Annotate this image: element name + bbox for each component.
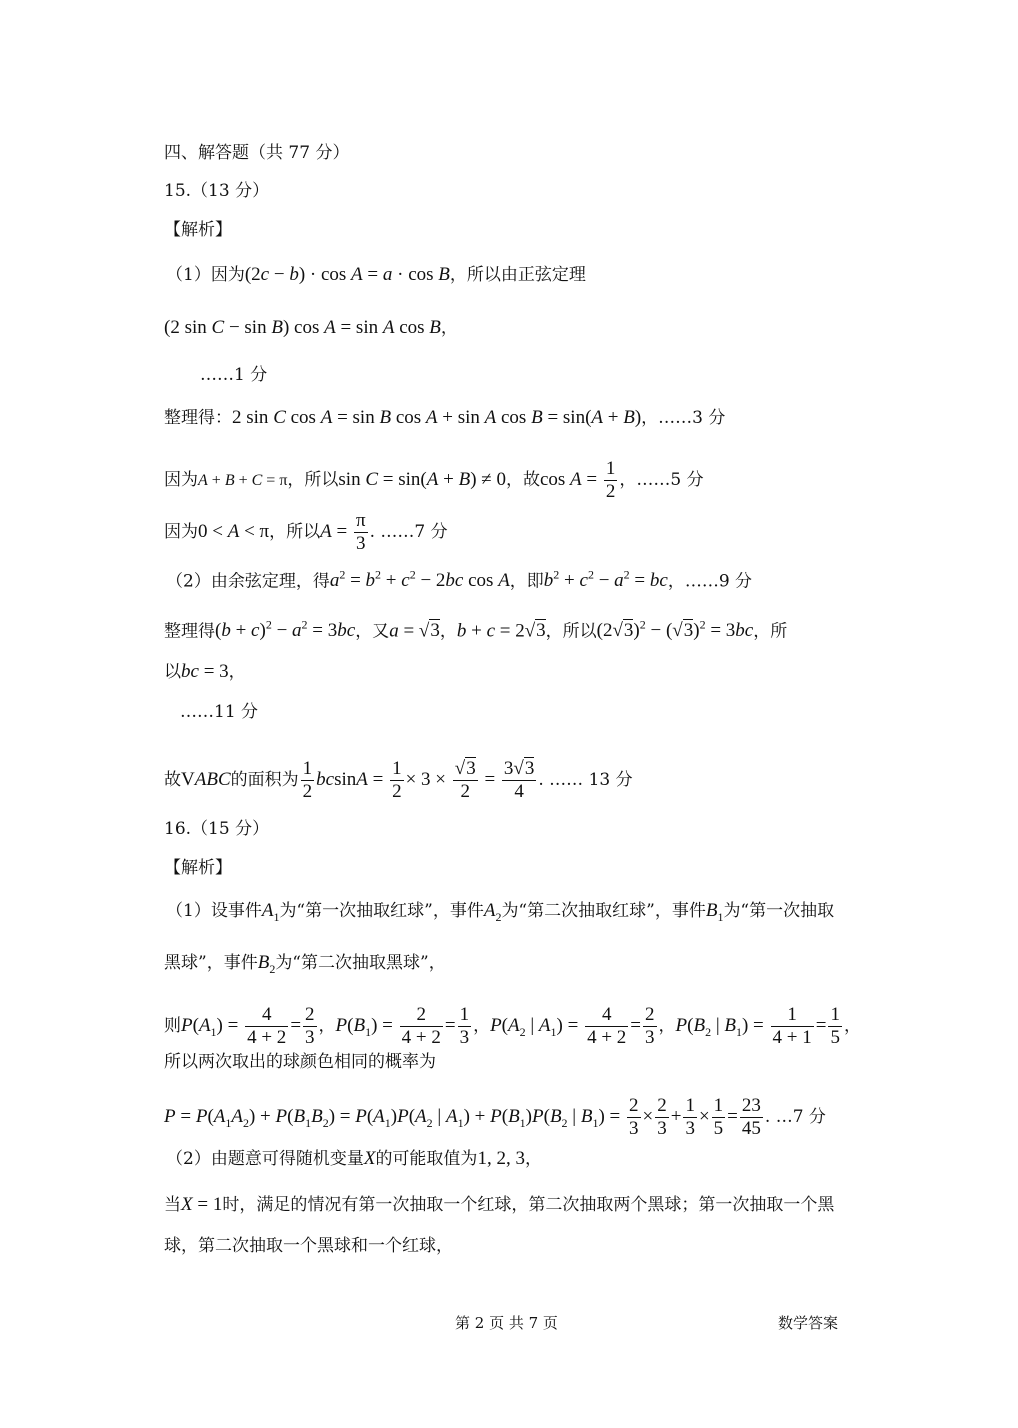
q16-analysis-label: 【解析】 — [164, 858, 232, 878]
q15-cosA-line: 因为A + B + C = π，所以sin C = sin(A + B) ≠ 0，故cos A = $\frac{1}{2}$ ，……5 分 — [164, 458, 704, 502]
q16-same-color-line: 所以两次取出的球颜色相同的概率为 — [164, 1052, 436, 1072]
section-heading: 四、解答题（共 77 分） — [164, 143, 350, 163]
subject-label: 数学答案 — [778, 1314, 839, 1332]
q16-events-line-1: （1）设事件$A_1$为“第一次抽取红球”，事件$A_2$为“第二次抽取红球”，事件$B_1$为“第一次抽取 — [166, 900, 835, 924]
q16-probability-formula: $P = P(A_1A_2) + P(B_1B_2) = P(A_1)P(A_2$ | $A_1) + P(B_1)P(B_2$ | $B_1$) = $\frac{2}{3}$ × $\frac{2}{3}$ + $\frac{1}{3}$ × $\frac{1}{5}$ = $\frac{23}{45}$ . …7 分 — [164, 1095, 826, 1139]
q16-header: 16.（15 分） — [164, 819, 270, 839]
q16-probabilities-line: 则$P(A_1)$ = $\frac{4}{4 + 2}$ = $\frac{2}{3}$ ，$P(B_1)$ = $\frac{2}{4 + 2}$ = $\frac{1}{3}$ ，$P(A_2$ | $A_1$) = $\frac{4}{4 + 2}$ = $\frac{2}{3}$ ，$P(B_2$ | $B_1$) = $\frac{1}{4 + 1}$ = $\frac{1}{5}$ ， — [164, 1004, 861, 1048]
q16-events-line-2: 黑球”，事件$B_2$为“第二次抽取黑球”， — [164, 952, 446, 976]
q15-tidy-line: 整理得：2 sin C cos A = sin B cos A + sin A cos B = sin(A + B)，……3 分 — [164, 407, 726, 428]
q15-sine-law-equation: (2 sin C − sin B) cos A = sin A cos B， — [164, 317, 458, 338]
q15-score-1: ……1 分 — [200, 365, 268, 385]
q15-A-value-line: 因为0 < A < π，所以A = $\frac{\pi}{3}$ . ……7 分 — [164, 510, 448, 554]
q16-case-line: 当X = 1时，满足的情况有第一次抽取一个红球，第二次抽取两个黑球；第一次抽取一个黑 — [164, 1194, 835, 1215]
q15-area-line: 故VABC的面积为 $\frac{1}{2}$ bcsinA = $\frac{1}{2}$ × 3 × $\frac{√3}{2}$ = $\frac{3√3}{4}$ . …… 13 分 — [164, 758, 633, 802]
q15-analysis-label: 【解析】 — [164, 220, 232, 240]
q15-score-11: ……11 分 — [180, 702, 259, 722]
q16-case-line-2: 球，第二次抽取一个黑球和一个红球， — [164, 1236, 453, 1256]
q16-part2-line: （2）由题意可得随机变量X的可能取值为1, 2, 3， — [166, 1148, 542, 1169]
page-number: 第 2 页 共 7 页 — [455, 1314, 558, 1332]
q15-part1-line: （1）因为(2c − b) · cos A = a · cos B，所以由正弦定理 — [166, 264, 586, 285]
q15-header: 15.（13 分） — [164, 181, 270, 201]
q15-tidy2-line: 整理得$(b + c)^2 - a^2 = 3bc$，又a = √3，b + c = 2√3，所以$(2√3)^2 - (√3)^2 = 3bc$，所 — [164, 618, 788, 642]
q15-bc-line: 以bc = 3， — [164, 661, 246, 682]
q15-part2-line: （2）由余弦定理，得$a^2 = b^2 + c^2 - 2bc$ cos A，即$b^2 + c^2 - a^2$ = bc，……9 分 — [166, 568, 753, 592]
